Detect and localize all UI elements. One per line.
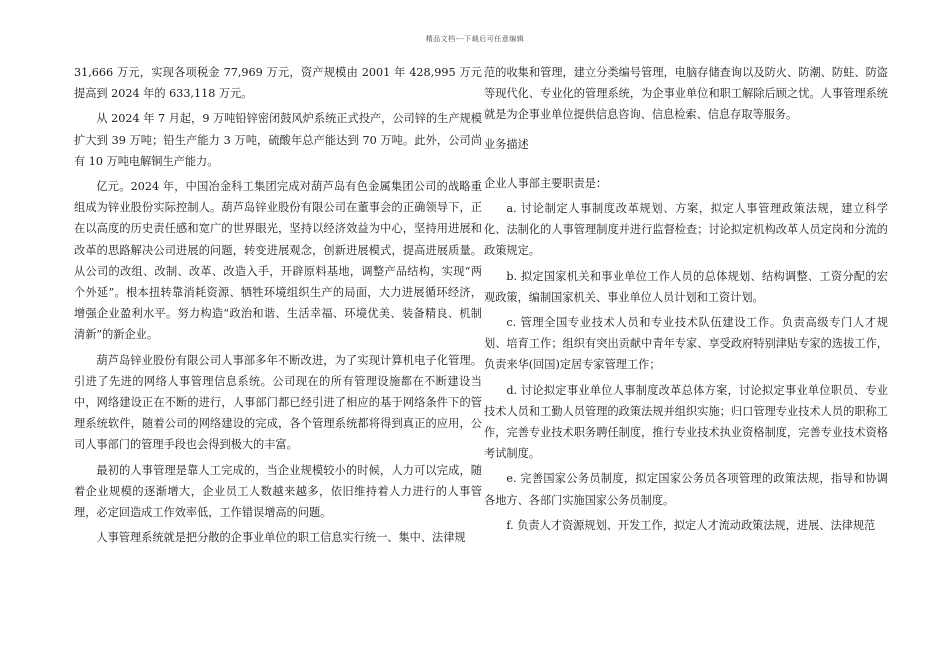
duty-item-b: b. 拟定国家机关和事业单位工作人员的总体规划、结构调整、工资分配的宏观政策，编制国家机关、事业单位人员计划和工资计划。: [484, 269, 888, 304]
paragraph-system-intro: 人事管理系统就是把分散的企事业单位的职工信息实行统一、集中、法律规: [96, 531, 466, 545]
section-heading: 业务描述: [484, 137, 529, 151]
duties-lead: 企业人事部主要职责是：: [484, 176, 608, 190]
paragraph-hr-department: 葫芦岛锌业股份有限公司人事部多年不断改进，为了实现计算机电子化管理。引进了先进的网络人事管理信息系统。公司现在的所有管理设施都在不断建设当中，网络建设正在不断的进行，人事部门都已经引进了相应的基于网络条件下的管理系统软件，随着公司的网络建设的完成，各个管理系统都将得到真正的应用，公司人事部门的管理手段也会得到极大的丰富。: [74, 353, 482, 452]
paragraph-system-continued: 范的收集和管理，建立分类编号管理，电脑存储查询以及防火、防潮、防蛀、防盗等现代化、专业化的管理系统，为企事业单位和职工解除后顾之忧。人事管理系统就是为企事业单位提供信息咨询、信息检索、信息存取等服务。: [484, 66, 888, 122]
paragraph-revenue: 31,666 万元，实现各项税金 77,969 万元，资产规模由 2001 年 428,995 万元提高到 2024 年的 633,118 万元。: [74, 66, 482, 101]
duty-item-d: d. 讨论拟定事业单位人事制度改革总体方案，讨论拟定事业单位职员、专业技术人员和工勤人员管理的政策法规并组织实施；归口管理专业技术人员的职称工作，完善专业技术职务聘任制度，推行专业技术执业资格制度，完善专业技术资格考试制度。: [484, 383, 888, 461]
duty-item-f: f. 负责人才资源规划、开发工作，拟定人才流动政策法规，进展、法律规范: [506, 518, 876, 532]
duty-item-c: c. 管理全国专业技术人员和专业技术队伍建设工作。负责高级专门人才规划、培育工作；组织有突出贡献中青年专家、享受政府特别津贴专家的选拔工作，负责来华(回国)定居专家管理工作；: [484, 316, 888, 372]
paragraph-manual-management: 最初的人事管理是靠人工完成的，当企业规模较小的时候，人力可以完成，随着企业规模的逐渐增大，企业员工人数越来越多，依旧维持着人力进行的人事管理，必定回造成工作效率低，工作错误增高的问题。: [74, 463, 482, 520]
duty-item-a: a. 讨论制定人事制度改革规划、方案，拟定人事管理政策法规，建立科学化、法制化的人事管理制度并进行监督检查；讨论拟定机构改革人员定岗和分流的政策规定。: [484, 202, 888, 258]
paragraph-production: 从 2024 年 7 月起，9 万吨铅锌密闭鼓风炉系统正式投产，公司锌的生产规模扩大到 39 万吨；铅生产能力 3 万吨，硫酸年总产能达到 70 万吨。此外，公司尚有 10 万吨电解铜生产能力。: [74, 112, 482, 168]
right-column: [484, 62, 888, 540]
page-header: 精品文档---下载后可任意编辑: [425, 35, 525, 43]
paragraph-restructure: 亿元。2024 年，中国冶金科工集团完成对葫芦岛有色金属集团公司的战略重组成为锌业股份实际控制人。葫芦岛锌业股份有限公司在董事会的正确领导下，正在以高度的历史责任感和宽广的世界眼光，坚持以经济效益为中心，坚持用进展和改革的思路解决公司进展的问题，转变进展观念，创新进展模式，提高进展质量。从公司的改组、改制、改革、改造入手，开辟原料基地，调整产品结构，实现“两个外延”。根本扭转靠消耗资源、牺牲环境组织生产的局面，大力进展循环经济，增强企业盈利水平。努力构造“政治和谐、生活幸福、环境优美、装备精良、机制清新”的新企业。: [74, 180, 482, 342]
duty-item-e: e. 完善国家公务员制度，拟定国家公务员各项管理的政策法规，指导和协调各地方、各部门实施国家公务员制度。: [484, 472, 888, 507]
left-column: [74, 62, 482, 552]
